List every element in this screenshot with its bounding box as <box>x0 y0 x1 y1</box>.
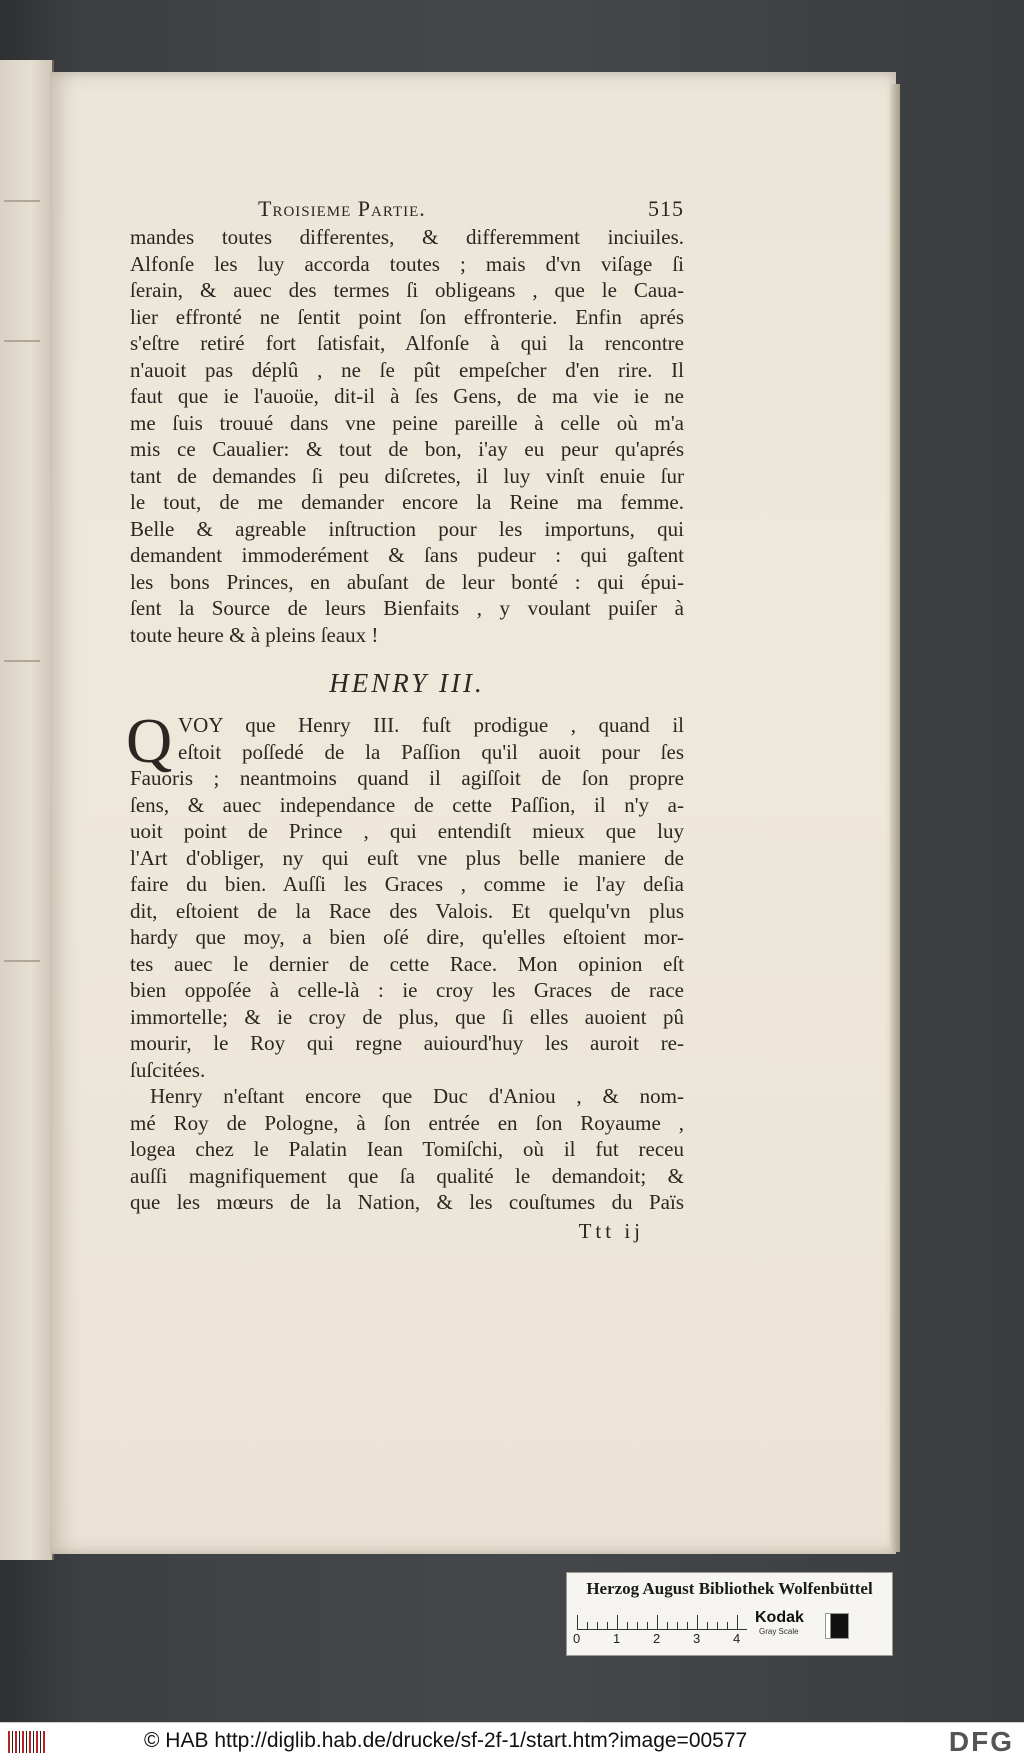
ruler-tick <box>607 1622 608 1629</box>
text-line: l'Art d'obliger, ny qui euſt vne plus belle maniere de <box>130 845 684 870</box>
text-line: me ſuis trouué dans vne peine pareille à celle où m'a <box>130 410 684 435</box>
section-title: HENRY III. <box>329 668 485 698</box>
text-line: mis ce Caualier: & tout de bon, i'ay eu peur qu'aprés <box>130 437 684 461</box>
text-line: toute heure & à pleins ſeaux ! <box>130 622 379 647</box>
text-line: s'eſtre retiré fort ſatisfait, Alfonſe à qui la rencontre <box>130 331 684 355</box>
text-line: mourir, le Roy qui regne auiourd'huy les auroit re- <box>130 1031 684 1055</box>
ruler-tick <box>697 1615 698 1629</box>
scale-number: 2 <box>653 1631 661 1646</box>
scale-number: 0 <box>573 1631 581 1646</box>
signature-mark: Ttt ij <box>578 1218 644 1243</box>
text-line: faut que ie l'auoüe, dit-il à ſes Gens, de ma vie ie ne <box>130 384 684 408</box>
text-line: Belle & agreable inſtruction pour les importuns, qui <box>130 516 684 541</box>
text-line: ſent la Source de leurs Bienfaits , y voulant puiſer à <box>130 596 684 620</box>
text-line: Fauoris ; neantmoins quand il agiſſoit de ſon propre <box>130 766 684 790</box>
scale-ruler <box>577 1609 747 1630</box>
text-line: eſtoit poſſedé de la Paſſion qu'il auoit pour ſes <box>178 739 684 764</box>
scale-number: 3 <box>693 1631 701 1646</box>
text-line: VOY que Henry III. fuſt prodigue , quand il <box>178 713 684 737</box>
text-line: faire du bien. Auſſi les Graces , comme ie l'ay deſia <box>130 872 684 896</box>
text-line: ſens, & auec independance de cette Paſſion, il n'y a- <box>130 792 684 817</box>
ruler-tick <box>587 1622 588 1629</box>
text-line: les bons Princes, en abuſant de leur bonté : qui épui- <box>130 569 684 594</box>
gray-swatch <box>825 1613 849 1639</box>
ruler-tick <box>647 1622 648 1629</box>
scale-number: 1 <box>613 1631 621 1646</box>
text-line: logea chez le Palatin Iean Tomiſchi, où il fut receu <box>130 1137 684 1161</box>
page-text <box>126 196 684 1246</box>
dfg-logo: DFG <box>948 1726 1014 1757</box>
source-credit[interactable]: © HAB http://diglib.hab.de/drucke/sf-2f-1/start.htm?image=00577 <box>144 1729 748 1752</box>
text-line: tant de demandes ſi peu diſcretes, il luy vinſt enuie ſur <box>130 463 684 488</box>
ruler-tick <box>727 1622 728 1629</box>
text-line: lier effronté ne ſentit point ſon effronterie. Enfin aprés <box>130 304 684 329</box>
text-line: auſſi magnifiquement que ſa qualité le demandoit; & <box>130 1163 684 1188</box>
text-line: bien oppoſée à celle-là : ie croy les Graces de race <box>130 978 684 1002</box>
drop-cap: Q <box>126 705 173 776</box>
text-line: mandes toutes differentes, & differemment inciuiles. <box>130 225 684 249</box>
text-line: Alfonſe les luy accorda toutes ; mais d'vn viſage ſi <box>130 251 684 276</box>
page-edge <box>890 84 900 1552</box>
text-line: immortelle; & ie croy de plus, que ſi elles auoient pû <box>130 1004 684 1029</box>
ruler-tick <box>597 1622 598 1629</box>
ruler-tick <box>717 1622 718 1629</box>
text-line: n'auoit pas déplû , ne ſe pût empeſcher d'en rire. Il <box>130 357 684 382</box>
color-calibration-bar <box>566 1572 893 1656</box>
text-line: hardy que moy, a bien oſé dire, qu'elles eſtoient mor- <box>130 925 684 949</box>
ruler-tick <box>577 1615 578 1629</box>
barcode-icon <box>8 1731 46 1753</box>
text-line: demandent immoderément & ſans pudeur : qui gaſtent <box>130 543 684 567</box>
ruler-tick <box>657 1615 658 1629</box>
ruler-tick <box>617 1615 618 1629</box>
bleed-mark <box>4 200 40 202</box>
text-line: ſerain, & auec des termes ſi obligeans , que le Caua- <box>130 278 684 302</box>
paragraph-3 <box>130 1083 684 1216</box>
paragraph-1 <box>130 224 684 648</box>
bleed-mark <box>4 660 40 662</box>
page-number: 515 <box>648 196 684 221</box>
bleed-mark <box>4 340 40 342</box>
text-line: ſuſcitées. <box>130 1057 206 1082</box>
ruler-tick <box>707 1622 708 1629</box>
ruler-tick <box>627 1622 628 1629</box>
footer-bar <box>0 1722 1024 1760</box>
ruler-tick <box>677 1622 678 1629</box>
text-line: que les mœurs de la Nation, & les couſtumes du Païs <box>130 1190 684 1214</box>
gray-scale-label: Gray Scale <box>759 1627 799 1636</box>
facing-page-edge <box>0 60 54 1560</box>
kodak-logo: Kodak <box>755 1609 804 1626</box>
text-line: dit, eſtoient de la Race des Valois. Et quelqu'vn plus <box>130 898 684 923</box>
library-name: Herzog August Bibliothek Wolfenbüttel <box>586 1579 873 1598</box>
text-line: uoit point de Prince , qui entendiſt mieux que luy <box>130 819 684 843</box>
ruler-tick <box>667 1622 668 1629</box>
paragraph-2 <box>126 705 684 1083</box>
ruler-tick <box>637 1622 638 1629</box>
text-line: le tout, de me demander encore la Reine ma femme. <box>130 490 684 514</box>
text-line: mé Roy de Pologne, à ſon entrée en ſon Royaume , <box>130 1110 684 1135</box>
running-header <box>130 196 684 224</box>
bleed-mark <box>4 960 40 962</box>
running-title: Troisieme Partie. <box>258 196 426 221</box>
ruler-tick <box>737 1615 738 1629</box>
scale-number: 4 <box>733 1631 741 1646</box>
text-line: tes auec le dernier de cette Race. Mon opinion eſt <box>130 951 684 976</box>
text-line: Henry n'eſtant encore que Duc d'Aniou , & nom- <box>150 1084 684 1108</box>
ruler-tick <box>687 1622 688 1629</box>
